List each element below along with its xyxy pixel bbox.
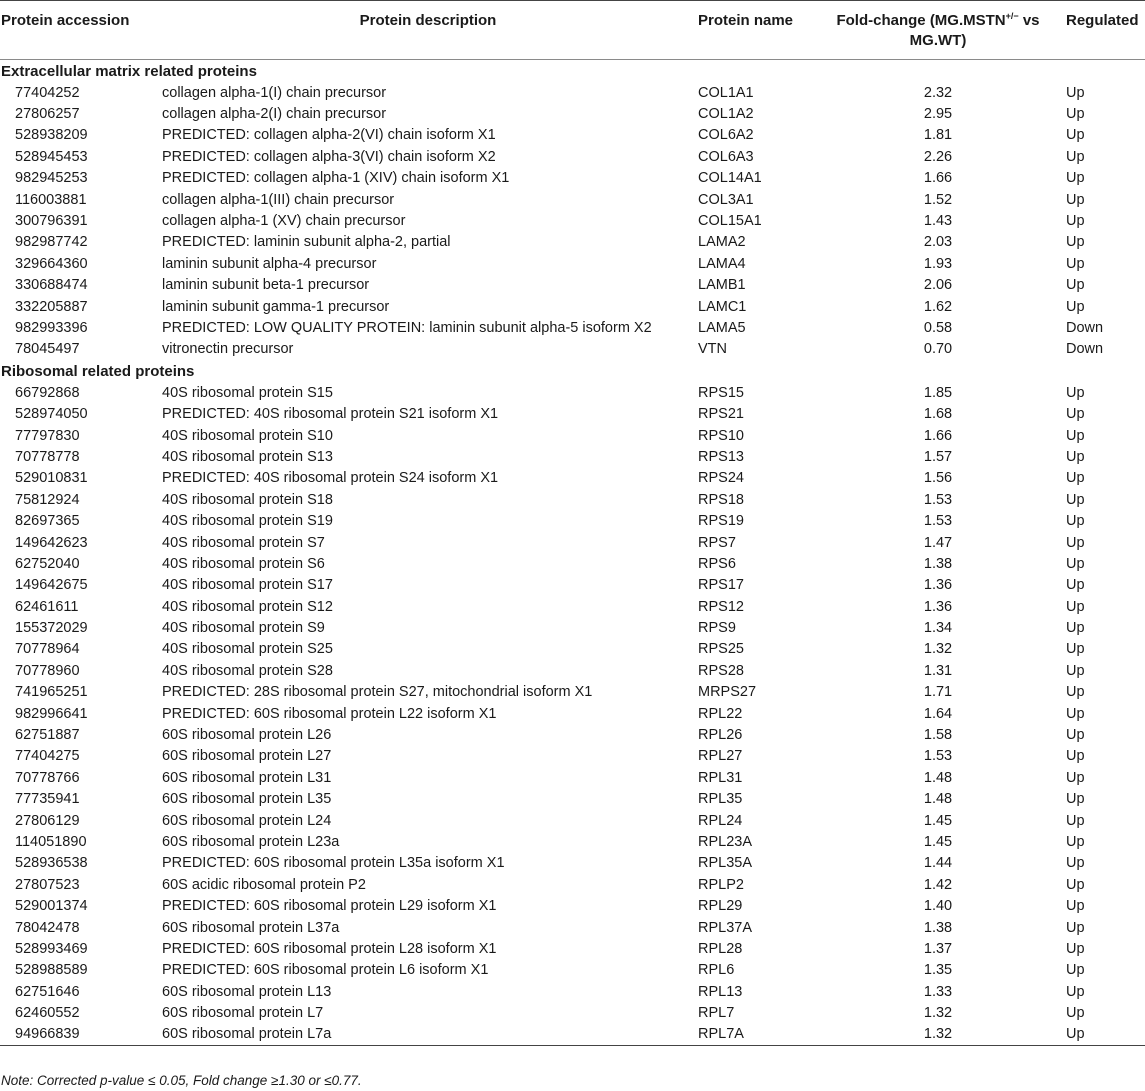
cell-accession: 528988589 — [15, 962, 88, 979]
cell-protein-name: COL3A1 — [698, 191, 754, 208]
cell-description: 40S ribosomal protein S13 — [162, 448, 333, 465]
table-row — [0, 724, 1145, 745]
cell-description: 60S ribosomal protein L24 — [162, 812, 332, 829]
cell-accession: 982987742 — [15, 234, 88, 251]
cell-accession: 62752040 — [15, 555, 80, 572]
cell-description: PREDICTED: 60S ribosomal protein L28 isoform X1 — [162, 940, 497, 957]
table-row — [0, 146, 1145, 167]
cell-fold-change: 1.66 — [923, 427, 953, 444]
cell-description: 40S ribosomal protein S28 — [162, 662, 333, 679]
cell-protein-name: COL6A3 — [698, 148, 754, 165]
cell-description: PREDICTED: 40S ribosomal protein S24 isoform X1 — [162, 470, 499, 487]
cell-description: 60S ribosomal protein L35 — [162, 791, 332, 808]
cell-description: 40S ribosomal protein S12 — [162, 598, 333, 615]
cell-regulated: Up — [1066, 919, 1085, 936]
cell-description: 40S ribosomal protein S17 — [162, 577, 333, 594]
table-row — [0, 1024, 1145, 1046]
cell-protein-name: RPL31 — [698, 769, 743, 786]
table-row — [0, 853, 1145, 874]
cell-fold-change: 1.37 — [923, 940, 953, 957]
table-body — [0, 60, 1145, 1046]
cell-accession: 66792868 — [15, 384, 80, 401]
table-row — [0, 489, 1145, 510]
cell-accession: 70778766 — [15, 769, 80, 786]
cell-fold-change: 1.45 — [923, 833, 953, 850]
cell-protein-name: RPS18 — [698, 491, 744, 508]
cell-description: 40S ribosomal protein S6 — [162, 555, 325, 572]
cell-description: 60S ribosomal protein L26 — [162, 727, 332, 744]
cell-regulated: Up — [1066, 620, 1085, 637]
cell-protein-name: RPLP2 — [698, 876, 744, 893]
cell-fold-change: 1.36 — [923, 598, 953, 615]
cell-description: 40S ribosomal protein S10 — [162, 427, 333, 444]
cell-regulated: Up — [1066, 812, 1085, 829]
cell-fold-change: 1.53 — [923, 748, 953, 765]
table-row — [0, 275, 1145, 296]
cell-accession: 27807523 — [15, 876, 80, 893]
cell-description: collagen alpha-1(III) chain precursor — [162, 191, 395, 208]
cell-fold-change: 1.66 — [923, 170, 953, 187]
cell-accession: 529010831 — [15, 470, 88, 487]
cell-accession: 528993469 — [15, 940, 88, 957]
cell-regulated: Up — [1066, 855, 1085, 872]
cell-protein-name: COL15A1 — [698, 213, 762, 230]
cell-description: PREDICTED: LOW QUALITY PROTEIN: laminin subunit alpha-5 isoform X2 — [162, 319, 652, 336]
cell-fold-change: 1.53 — [923, 513, 953, 530]
cell-fold-change: 1.52 — [923, 191, 953, 208]
cell-regulated: Up — [1066, 384, 1085, 401]
cell-protein-name: RPL28 — [698, 940, 743, 957]
table-row — [0, 617, 1145, 638]
table-row — [0, 981, 1145, 1002]
cell-protein-name: RPS24 — [698, 470, 744, 487]
cell-fold-change: 1.56 — [923, 470, 953, 487]
cell-regulated: Up — [1066, 106, 1085, 123]
cell-description: PREDICTED: laminin subunit alpha-2, partial — [162, 234, 451, 251]
cell-description: 60S ribosomal protein L7a — [160, 1024, 696, 1046]
cell-description: PREDICTED: 60S ribosomal protein L6 isoform X1 — [162, 962, 489, 979]
header-regulated: Regulated — [1064, 1, 1145, 60]
cell-regulated: Up — [1066, 791, 1085, 808]
cell-description: PREDICTED: collagen alpha-3(VI) chain isoform X2 — [162, 148, 496, 165]
cell-protein-name: RPL27 — [698, 748, 743, 765]
cell-regulated: Up — [1066, 983, 1085, 1000]
cell-protein-name: RPS15 — [698, 384, 744, 401]
cell-fold-change: 1.32 — [923, 1005, 953, 1022]
cell-fold-change: 1.43 — [923, 213, 953, 230]
table-row — [0, 767, 1145, 788]
cell-regulated: Up — [1066, 277, 1085, 294]
table-row — [0, 895, 1145, 916]
cell-fold-change: 1.35 — [923, 962, 953, 979]
header-protein-accession: Protein accession — [0, 1, 160, 60]
table-row — [0, 168, 1145, 189]
cell-protein-name: MRPS27 — [698, 684, 757, 701]
cell-fold-change: 1.58 — [923, 727, 953, 744]
cell-accession: 70778964 — [15, 641, 80, 658]
cell-accession: 982996641 — [15, 705, 88, 722]
cell-description: PREDICTED: collagen alpha-2(VI) chain isoform X1 — [162, 127, 496, 144]
table-row — [0, 232, 1145, 253]
section-row — [0, 360, 1145, 382]
cell-fold-change: 1.93 — [923, 255, 953, 272]
table-header-row — [0, 1, 1145, 60]
header-fold-prefix: Fold-change (MG.MSTN — [836, 12, 1006, 29]
cell-protein-name: COL1A1 — [698, 84, 754, 101]
cell-accession: 77404252 — [15, 84, 80, 101]
cell-description: laminin subunit beta-1 precursor — [162, 277, 370, 294]
cell-fold-change: 1.38 — [923, 555, 953, 572]
table-row — [0, 917, 1145, 938]
cell-regulated: Up — [1066, 662, 1085, 679]
cell-fold-change: 0.70 — [923, 341, 953, 358]
cell-fold-change: 2.26 — [923, 148, 953, 165]
cell-fold-change: 1.71 — [923, 684, 953, 701]
cell-accession: 62461611 — [15, 598, 79, 615]
table-row — [0, 789, 1145, 810]
cell-fold-change: 1.34 — [923, 620, 953, 637]
cell-regulated: Up — [1064, 1024, 1145, 1046]
cell-protein-name: RPS13 — [698, 448, 744, 465]
cell-accession: 78045497 — [15, 341, 80, 358]
cell-accession: 300796391 — [15, 213, 88, 230]
cell-accession: 528936538 — [15, 855, 88, 872]
table-note: Note: Corrected p-value ≤ 0.05, Fold change ≥1.30 or ≤0.77. — [1, 1073, 362, 1088]
cell-regulated: Up — [1066, 598, 1085, 615]
cell-accession: 114051890 — [15, 833, 87, 850]
cell-protein-name: RPS21 — [698, 406, 744, 423]
cell-description: 40S ribosomal protein S19 — [162, 513, 333, 530]
cell-description: 60S acidic ribosomal protein P2 — [162, 876, 366, 893]
table-row — [0, 746, 1145, 767]
cell-description: PREDICTED: collagen alpha-1 (XIV) chain isoform X1 — [162, 170, 510, 187]
cell-protein-name: COL14A1 — [698, 170, 762, 187]
cell-accession: 741965251 — [15, 684, 88, 701]
cell-description: 40S ribosomal protein S25 — [162, 641, 333, 658]
cell-accession: 70778960 — [15, 662, 80, 679]
cell-accession: 62460552 — [15, 1005, 80, 1022]
cell-accession: 77735941 — [15, 791, 80, 808]
cell-description: 40S ribosomal protein S18 — [162, 491, 333, 508]
table-row — [0, 317, 1145, 338]
cell-fold-change: 1.32 — [923, 641, 953, 658]
table-row — [0, 82, 1145, 103]
cell-accession: 528974050 — [15, 406, 88, 423]
cell-fold-change: 0.58 — [923, 319, 953, 336]
cell-fold-change: 1.33 — [923, 983, 953, 1000]
cell-accession: 82697365 — [15, 513, 80, 530]
cell-fold-change: 1.40 — [923, 898, 953, 915]
table-row — [0, 189, 1145, 210]
cell-description: collagen alpha-1(I) chain precursor — [162, 84, 387, 101]
section-title: Extracellular matrix related proteins — [1, 62, 257, 80]
cell-fold-change: 1.81 — [923, 127, 953, 144]
cell-protein-name: RPS17 — [698, 577, 744, 594]
cell-fold-change: 1.45 — [923, 812, 953, 829]
cell-protein-name: RPL35A — [698, 855, 753, 872]
cell-protein-name: LAMA5 — [698, 319, 746, 336]
table-row — [0, 1002, 1145, 1023]
cell-accession: 982993396 — [15, 319, 88, 336]
cell-description: PREDICTED: 40S ribosomal protein S21 isoform X1 — [162, 406, 499, 423]
table-row — [0, 553, 1145, 574]
cell-protein-name: RPL23A — [698, 833, 753, 850]
table-row — [0, 339, 1145, 360]
cell-fold-change: 2.06 — [923, 277, 953, 294]
cell-accession: 116003881 — [15, 191, 87, 208]
cell-fold-change: 1.62 — [923, 298, 953, 315]
table-row — [0, 660, 1145, 681]
cell-protein-name: RPL7 — [698, 1005, 735, 1022]
section-row — [0, 60, 1145, 83]
cell-regulated: Up — [1066, 148, 1085, 165]
cell-accession: 330688474 — [15, 277, 88, 294]
cell-fold-change: 1.48 — [923, 769, 953, 786]
table-row — [0, 253, 1145, 274]
cell-description: collagen alpha-2(I) chain precursor — [162, 106, 387, 123]
cell-description: collagen alpha-1 (XV) chain precursor — [162, 213, 406, 230]
table-row — [0, 510, 1145, 531]
table-row — [0, 210, 1145, 231]
table-row — [0, 596, 1145, 617]
cell-regulated: Up — [1066, 577, 1085, 594]
cell-accession: 982945253 — [15, 170, 88, 187]
cell-accession: 62751887 — [15, 727, 80, 744]
cell-regulated: Up — [1066, 406, 1085, 423]
cell-fold-change: 1.47 — [923, 534, 953, 551]
cell-protein-name: RPL22 — [698, 705, 743, 722]
cell-description: laminin subunit alpha-4 precursor — [162, 255, 377, 272]
cell-accession: 70778778 — [15, 448, 80, 465]
cell-protein-name: RPL26 — [698, 727, 743, 744]
table-row — [0, 446, 1145, 467]
cell-accession: 77797830 — [15, 427, 80, 444]
header-fold-superscript: +/− — [1005, 11, 1019, 21]
cell-regulated: Up — [1066, 940, 1085, 957]
table-row — [0, 425, 1145, 446]
cell-fold-change: 2.95 — [923, 106, 953, 123]
header-protein-name: Protein name — [696, 1, 812, 60]
cell-protein-name: RPL13 — [698, 983, 743, 1000]
header-fold-suffix: vs — [1018, 12, 1040, 29]
cell-regulated: Up — [1066, 234, 1085, 251]
table-row — [0, 125, 1145, 146]
cell-protein-name: COL6A2 — [698, 127, 754, 144]
cell-fold-change: 1.68 — [923, 406, 953, 423]
cell-regulated: Up — [1066, 833, 1085, 850]
table-row — [0, 382, 1145, 403]
table-row — [0, 960, 1145, 981]
cell-description: 60S ribosomal protein L27 — [162, 748, 332, 765]
cell-regulated: Down — [1066, 319, 1104, 336]
cell-accession: 94966839 — [0, 1024, 160, 1046]
cell-protein-name: RPL24 — [698, 812, 743, 829]
cell-fold-change: 1.38 — [923, 919, 953, 936]
cell-description: 60S ribosomal protein L7 — [162, 1005, 324, 1022]
table-row — [0, 296, 1145, 317]
cell-description: 40S ribosomal protein S7 — [162, 534, 325, 551]
table-row — [0, 639, 1145, 660]
table-row — [0, 532, 1145, 553]
cell-regulated: Up — [1066, 448, 1085, 465]
table-row — [0, 468, 1145, 489]
cell-accession: 75812924 — [15, 491, 80, 508]
cell-regulated: Up — [1066, 427, 1085, 444]
cell-fold-change: 1.57 — [923, 448, 953, 465]
cell-description: 60S ribosomal protein L31 — [162, 769, 332, 786]
cell-regulated: Up — [1066, 534, 1085, 551]
table-row — [0, 703, 1145, 724]
cell-protein-name: RPL6 — [698, 962, 735, 979]
cell-accession: 62751646 — [15, 983, 80, 1000]
table-row — [0, 874, 1145, 895]
cell-protein-name: RPS12 — [698, 598, 744, 615]
cell-fold-change: 1.85 — [923, 384, 953, 401]
cell-regulated: Up — [1066, 555, 1085, 572]
cell-regulated: Up — [1066, 769, 1085, 786]
cell-protein-name: LAMC1 — [698, 298, 747, 315]
cell-protein-name: LAMB1 — [698, 277, 746, 294]
cell-protein-name: RPS28 — [698, 662, 744, 679]
cell-accession: 77404275 — [15, 748, 80, 765]
cell-description: laminin subunit gamma-1 precursor — [162, 298, 390, 315]
cell-accession: 529001374 — [15, 898, 88, 915]
cell-fold-change: 1.44 — [923, 855, 953, 872]
cell-accession: 27806257 — [15, 106, 80, 123]
header-fold-line2: MG.WT) — [909, 32, 967, 49]
cell-fold-change: 2.32 — [923, 84, 953, 101]
cell-regulated: Down — [1066, 341, 1104, 358]
cell-protein-name: RPL29 — [698, 898, 743, 915]
cell-description: vitronectin precursor — [162, 341, 294, 358]
cell-regulated: Up — [1066, 1005, 1085, 1022]
cell-fold-change: 1.32 — [812, 1024, 1064, 1046]
header-protein-description: Protein description — [160, 1, 696, 60]
cell-accession: 528938209 — [15, 127, 88, 144]
cell-regulated: Up — [1066, 127, 1085, 144]
cell-accession: 155372029 — [15, 620, 88, 637]
section-title: Ribosomal related proteins — [1, 362, 195, 380]
cell-accession: 78042478 — [15, 919, 80, 936]
cell-regulated: Up — [1066, 298, 1085, 315]
cell-regulated: Up — [1066, 705, 1085, 722]
table-row — [0, 103, 1145, 124]
cell-description: 40S ribosomal protein S9 — [162, 620, 325, 637]
cell-accession: 332205887 — [15, 298, 88, 315]
cell-regulated: Up — [1066, 170, 1085, 187]
cell-protein-name: RPS9 — [698, 620, 736, 637]
cell-fold-change: 1.64 — [923, 705, 953, 722]
cell-accession: 149642623 — [15, 534, 88, 551]
table-row — [0, 938, 1145, 959]
cell-protein-name: RPS7 — [698, 534, 736, 551]
cell-regulated: Up — [1066, 641, 1085, 658]
cell-accession: 329664360 — [15, 255, 88, 272]
cell-regulated: Up — [1066, 213, 1085, 230]
cell-regulated: Up — [1066, 684, 1085, 701]
cell-protein-name: RPL35 — [698, 791, 743, 808]
cell-description: 60S ribosomal protein L13 — [162, 983, 332, 1000]
cell-description: PREDICTED: 60S ribosomal protein L29 isoform X1 — [162, 898, 497, 915]
cell-regulated: Up — [1066, 491, 1085, 508]
cell-regulated: Up — [1066, 876, 1085, 893]
cell-regulated: Up — [1066, 898, 1085, 915]
cell-regulated: Up — [1066, 962, 1085, 979]
cell-protein-name: RPS19 — [698, 513, 744, 530]
cell-description: 60S ribosomal protein L37a — [162, 919, 340, 936]
cell-fold-change: 2.03 — [923, 234, 953, 251]
table-row — [0, 403, 1145, 424]
cell-protein-name: LAMA4 — [698, 255, 746, 272]
cell-description: PREDICTED: 28S ribosomal protein S27, mitochondrial isoform X1 — [162, 684, 593, 701]
cell-protein-name: COL1A2 — [698, 106, 754, 123]
cell-protein-name: LAMA2 — [698, 234, 746, 251]
cell-description: PREDICTED: 60S ribosomal protein L35a isoform X1 — [162, 855, 505, 872]
cell-protein-name: RPS6 — [698, 555, 736, 572]
cell-description: 60S ribosomal protein L23a — [162, 833, 340, 850]
cell-protein-name: RPS10 — [698, 427, 744, 444]
cell-accession: 528945453 — [15, 148, 88, 165]
cell-protein-name: RPL7A — [696, 1024, 812, 1046]
table-row — [0, 831, 1145, 852]
cell-accession: 27806129 — [15, 812, 80, 829]
cell-description: 40S ribosomal protein S15 — [162, 384, 333, 401]
header-fold-change — [812, 1, 1064, 60]
cell-protein-name: RPL37A — [698, 919, 753, 936]
cell-protein-name: RPS25 — [698, 641, 744, 658]
cell-protein-name: VTN — [698, 341, 727, 358]
cell-fold-change: 1.42 — [923, 876, 953, 893]
cell-fold-change: 1.48 — [923, 791, 953, 808]
cell-regulated: Up — [1066, 748, 1085, 765]
cell-fold-change: 1.36 — [923, 577, 953, 594]
cell-regulated: Up — [1066, 191, 1085, 208]
cell-regulated: Up — [1066, 470, 1085, 487]
cell-regulated: Up — [1066, 255, 1085, 272]
cell-regulated: Up — [1066, 84, 1085, 101]
cell-fold-change: 1.53 — [923, 491, 953, 508]
cell-fold-change: 1.31 — [923, 662, 953, 679]
table-row — [0, 682, 1145, 703]
cell-accession: 149642675 — [15, 577, 88, 594]
table-row — [0, 810, 1145, 831]
cell-regulated: Up — [1066, 513, 1085, 530]
cell-description: PREDICTED: 60S ribosomal protein L22 isoform X1 — [162, 705, 497, 722]
table-row — [0, 575, 1145, 596]
cell-regulated: Up — [1066, 727, 1085, 744]
